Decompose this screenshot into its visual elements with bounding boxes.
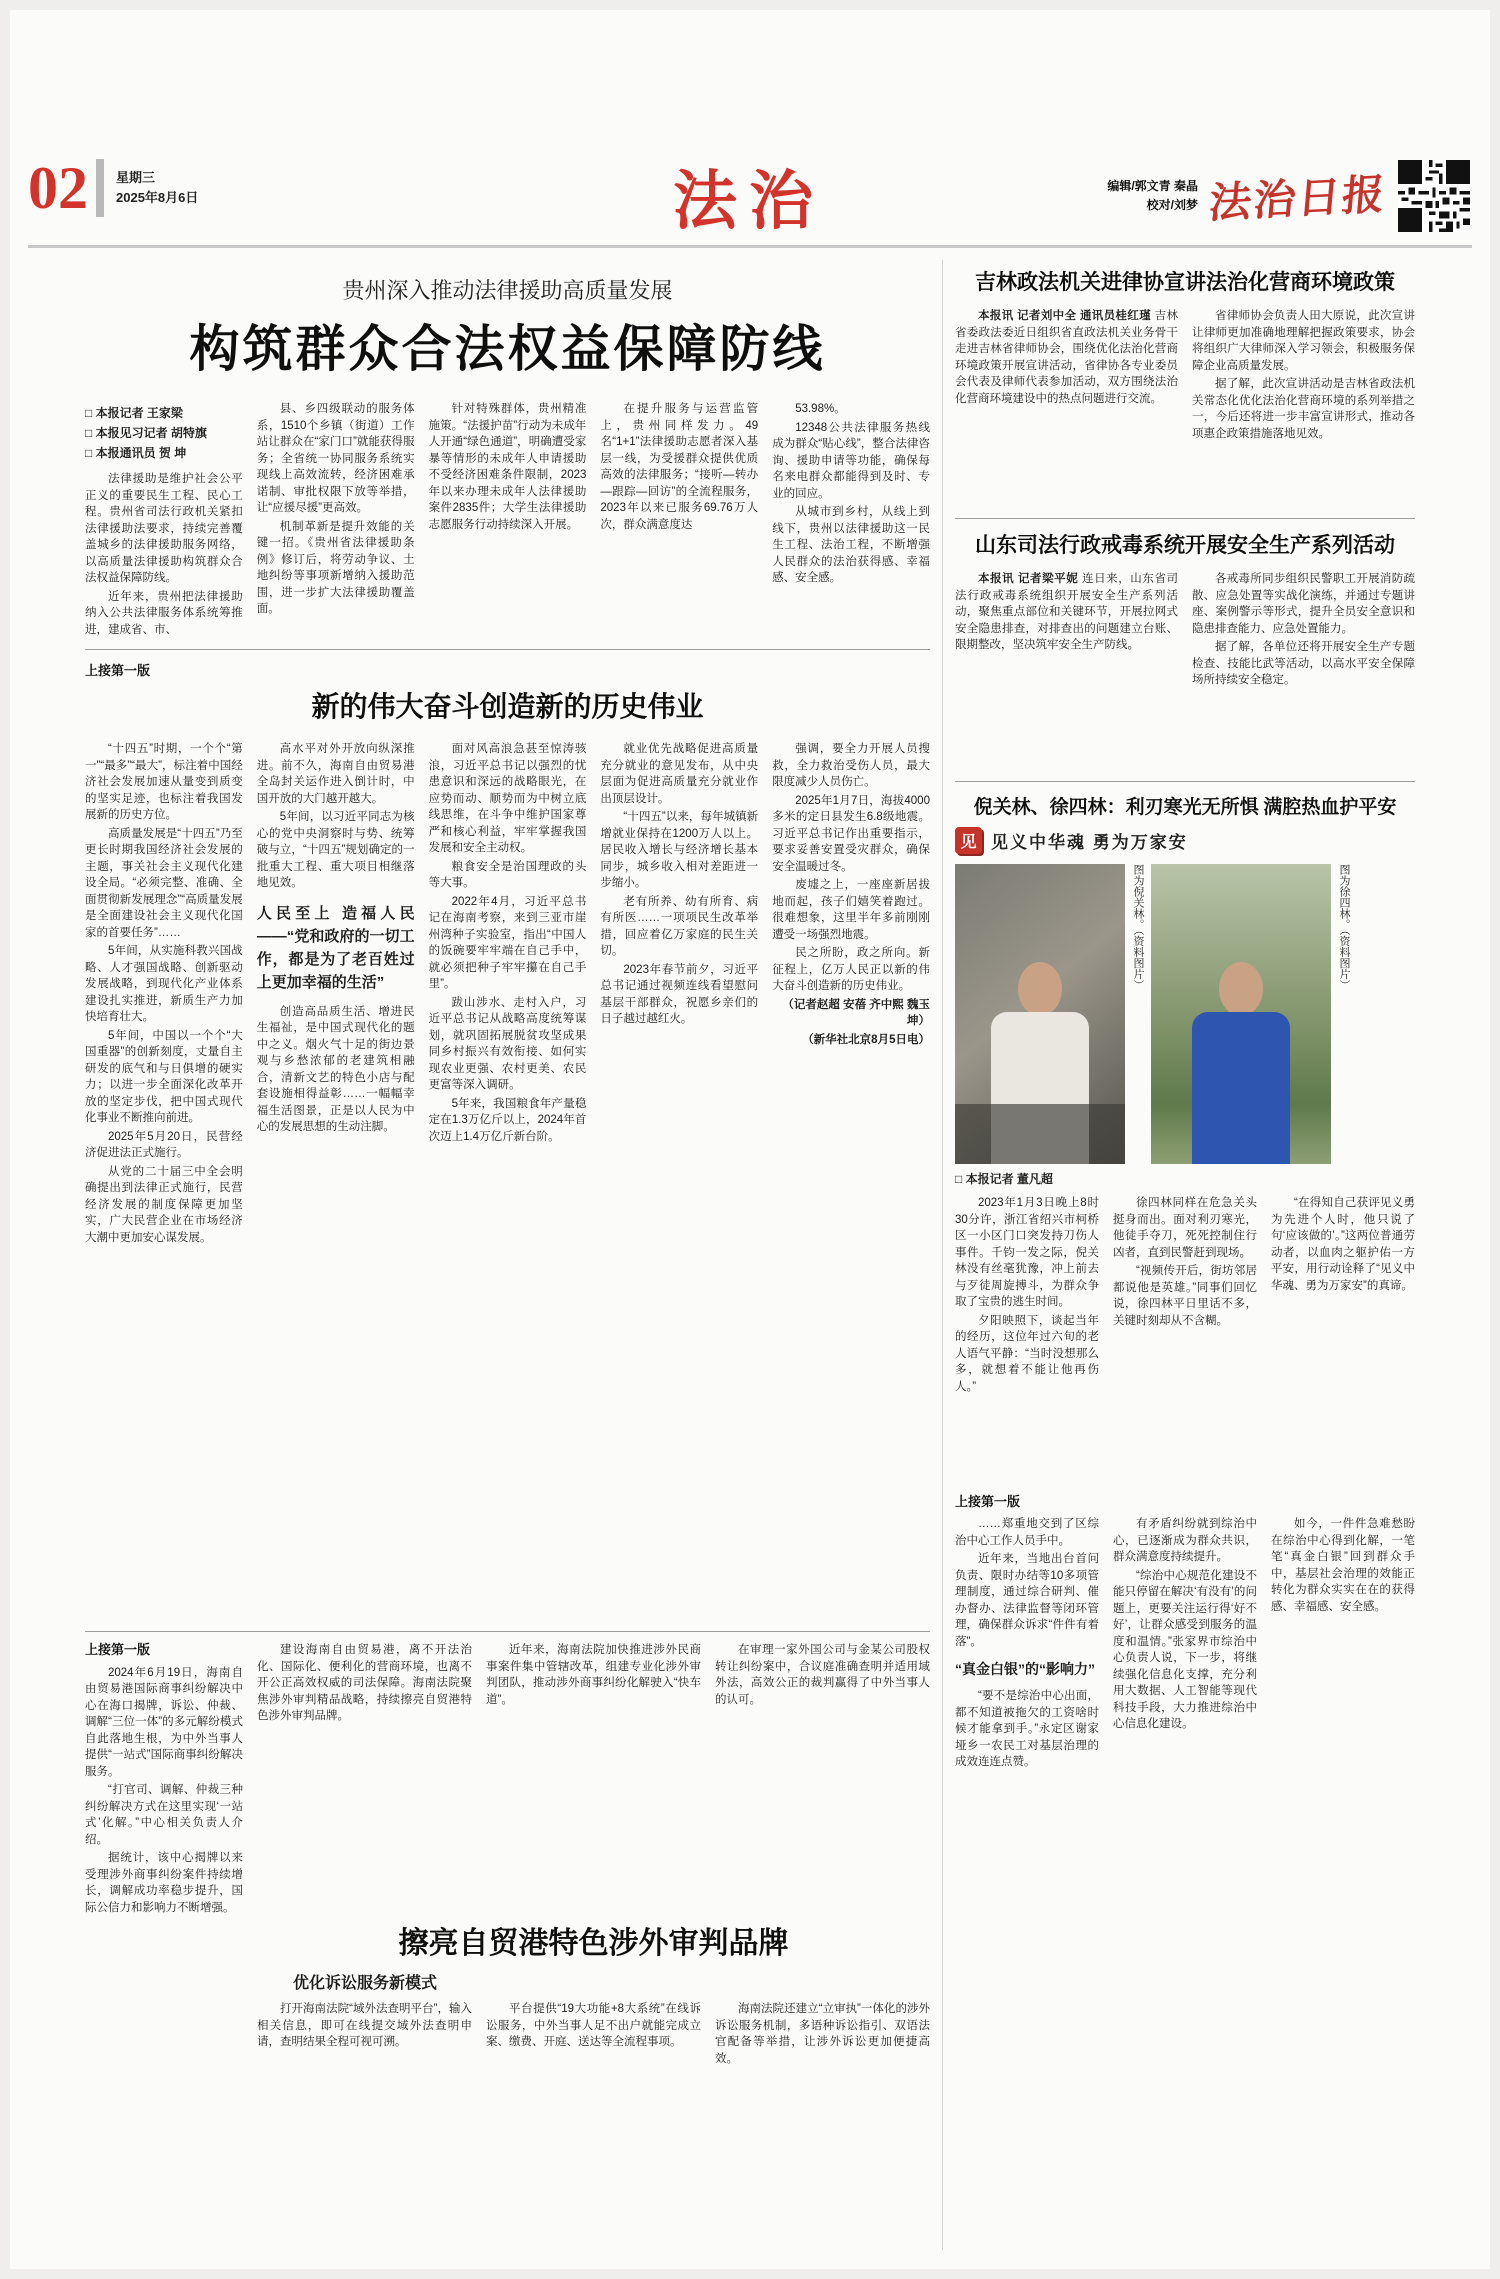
body-column bbox=[772, 741, 930, 1621]
body-column bbox=[85, 1642, 243, 2202]
body-paragraph: 在提升服务与运营监管上，贵州同样发力。49名“1+1”法律援助志愿者深入基层一线，为受援群众提供优质高效的法律服务；“接听—转办—跟踪—回访”的全流程服务，2023年以来已服务69.76万人次，群众满意度达 bbox=[600, 403, 759, 531]
article-body bbox=[955, 308, 1415, 508]
masthead-rule bbox=[28, 245, 1472, 248]
body-paragraph: 2023年1月3日晚上8时30分许，浙江省绍兴市柯桥区一小区门口突发持刀伤人事件。千钧一发之际，倪关林没有丝毫犹豫，冲上前去与歹徒周旋搏斗，为群众争取了宝贵的逃生时间。 bbox=[955, 1197, 1099, 1308]
page-content bbox=[85, 260, 1415, 2250]
body-column bbox=[1271, 1516, 1415, 2056]
date-block bbox=[116, 168, 198, 208]
series-slogan: 见义中华魂 勇为万家安 bbox=[991, 833, 1188, 852]
article-body bbox=[955, 571, 1415, 771]
column-rule bbox=[942, 260, 943, 2250]
main-headline: 构筑群众合法权益保障防线 bbox=[189, 321, 826, 377]
body-paragraph: 徐四林同样在危急关头挺身而出。面对利刃寒光，他徒手夺刀，死死控制住行凶者，直到民警赶到现场。 bbox=[1113, 1197, 1257, 1259]
photo-row bbox=[955, 864, 1415, 1164]
article-body bbox=[85, 401, 930, 639]
weekday: 星期三 bbox=[116, 170, 156, 185]
left-section bbox=[85, 260, 930, 2250]
newspaper-logo: 法治日报 bbox=[1207, 172, 1389, 228]
body-paragraph: 强调，要全力开展人员搜救，全力救治受伤人员，最大限度减少人员伤亡。 bbox=[772, 743, 930, 788]
lead-text: 连日来，山东省司法行政戒毒系统组织开展安全生产系列活动，聚焦重点部位和关键环节，开展拉网式安全隐患排查，对排查出的问题建立台账、限期整改，坚决筑牢安全生产防线。 bbox=[955, 573, 1178, 651]
body-paragraph: 近年来，海南法院加快推进涉外民商事案件集中管辖改革，组建专业化涉外审判团队，推动涉外商事纠纷化解驶入“快车道”。 bbox=[486, 1644, 701, 1706]
body-paragraph: 据统计，该中心揭牌以来受理涉外商事纠纷案件持续增长，调解成功率稳步提升，国际公信力和影响力不断增强。 bbox=[85, 1852, 243, 1914]
section-divider bbox=[955, 518, 1415, 519]
body-paragraph: 建设海南自由贸易港，离不开法治化、国际化、便利化的营商环境，也离不开公正高效权威的司法保障。海南法院聚焦涉外审判精品战略，持续擦亮自贸港特色涉外审判品牌。 bbox=[257, 1644, 472, 1722]
body-paragraph: 针对特殊群体，贵州精准施策。“法援护苗”行动为未成年人开通“绿色通道”，明确遭受家暴等情形的未成年人申请援助不受经济困难条件限制，2023年以来办理未成年人法律援助案件2835件；大学生法律援助志愿服务行动持续深入开展。 bbox=[428, 403, 587, 531]
body-paragraph: 如今，一件件急难愁盼在综治中心得到化解，一笔笔“真金白银”回到群众手中，基层社会治理的效能正转化为群众实实在在的获得感、幸福感、安全感。 bbox=[1271, 1518, 1415, 1613]
body-paragraph: 12348公共法律服务热线成为群众“贴心线”，整合法律咨询、援助申请等功能，确保每名来电群众都能得到及时、专业的回应。 bbox=[772, 421, 930, 500]
body-column bbox=[486, 2001, 701, 2186]
body-column bbox=[1271, 1195, 1415, 1491]
reporter-line: □ 本报通讯员 贺 坤 bbox=[85, 446, 187, 460]
body-column bbox=[257, 401, 415, 639]
reporter-box bbox=[85, 403, 243, 463]
body-paragraph: 2025年1月7日，海拔4000多米的定日县发生6.8级地震。习近平总书记作出重要指示，要求妥善安置受灾群众，确保安全温暖过冬。 bbox=[772, 794, 930, 873]
column-text bbox=[85, 1665, 243, 1917]
jump-from-page-one-marker: 上接第一版 bbox=[85, 663, 151, 678]
body-paragraph: 5年间，中国以一个个“大国重器”的创新刻度，丈量自主研发的底气和与日俱增的硬实力；以进一步全面深化改革开放的坚定步伐，把中国式现代化事业不断推向前进。 bbox=[85, 1029, 243, 1124]
body-paragraph: 高质量发展是“十四五”乃至更长时期我国经济社会发展的主题，事关社会主义现代化建设全局。“必须完整、准确、全面贯彻新发展理念”“高质量发展是全面建设社会主义现代化国家的首要任务”…… bbox=[85, 827, 243, 939]
body-paragraph: 打开海南法院“域外法查明平台”，输入相关信息，即可在线提交域外法查明申请，查明结果全程可视可溯。 bbox=[257, 2003, 472, 2048]
article-byline: （记者赵超 安蓓 齐中熙 魏玉坤） bbox=[782, 998, 930, 1027]
lead-paragraph bbox=[955, 571, 1178, 654]
body-paragraph: 机制革新是提升效能的关键一招。《贵州省法律援助条例》修订后，将劳动争议、土地纠纷等事项新增纳入援助范围，进一步扩大法律援助覆盖面。 bbox=[256, 520, 415, 615]
byline-inline: 本报讯 记者梁平妮 bbox=[978, 573, 1083, 585]
body-paragraph: “要不是综治中心出面，都不知道被拖欠的工资啥时候才能拿到手。”永定区谢家垭乡一农民工对基层治理的成效连连点赞。 bbox=[955, 1690, 1099, 1768]
body-paragraph: 县、乡四级联动的服务体系，1510个乡镇（街道）工作站让群众在“家门口”就能获得服务；全省统一协同服务系统实现线上高效流转，经济困难承诺制、审批权限下放等举措，让“应援尽援”更高效。 bbox=[256, 403, 415, 514]
article-headline: 山东司法行政戒毒系统开展安全生产系列活动 bbox=[975, 533, 1395, 557]
body-column bbox=[85, 741, 243, 1621]
inline-subhead: “真金白银”的“影响力” bbox=[955, 1661, 1095, 1677]
page-number: 02 bbox=[28, 155, 88, 221]
article-xinhua-commentary bbox=[85, 660, 930, 1621]
body-column bbox=[715, 1642, 930, 1904]
reporter-line: □ 本报记者 王家梁 bbox=[85, 406, 183, 420]
body-paragraph: 2025年5月20日，民营经济促进法正式施行。 bbox=[85, 1130, 243, 1159]
article-guizhou-legal-aid bbox=[85, 274, 930, 639]
body-column bbox=[257, 1642, 472, 1904]
reporter-line: □ 本报见习记者 胡特旗 bbox=[85, 426, 207, 440]
body-paragraph: 近年来，当地出台首问负责、限时办结等10多项管理制度，通过综合研判、催办督办、法律监督等闭环管理，确保群众诉求“件件有着落”。 bbox=[955, 1553, 1099, 1648]
editors-block bbox=[1107, 177, 1198, 215]
article-governance-center-jump bbox=[955, 1491, 1415, 2056]
body-paragraph: “十四五”时期，一个个“第一”“最多”“最大”，标注着中国经济社会发展加速从量变到质变的坚实足迹，也标注着我国发展新的历史方位。 bbox=[85, 743, 243, 821]
page-number-block bbox=[28, 155, 199, 221]
photo-ni-guanlin bbox=[955, 864, 1125, 1164]
editor-line: 编辑/郭文青 秦晶 bbox=[1107, 179, 1198, 193]
body-paragraph: 民之所盼，政之所向。新征程上，亿万人民正以新的伟大奋斗创造新的历史伟业。 bbox=[772, 947, 930, 992]
body-paragraph: 5年间，以习近平同志为核心的党中央洞察时与势、统筹破与立，“十四五”规划确定的一批重大工程、重大项目相继落地见效。 bbox=[256, 811, 415, 889]
body-paragraph: “打官司、调解、仲裁三种纠纷解决方式在这里实现‘一站式’化解。”中心相关负责人介绍。 bbox=[85, 1784, 243, 1846]
body-column bbox=[955, 1516, 1099, 2056]
body-paragraph: 法律援助是维护社会公平正义的重要民生工程、民心工程。贵州省司法行政机关紧扣法律援助法要求，持续完善覆盖城乡的法律援助服务网络，以高质量法律援助构筑群众合法权益保障防线。 bbox=[85, 473, 243, 584]
body-column bbox=[955, 308, 1178, 508]
body-paragraph: 废墟之上，一座座新居拔地而起，孩子们嬉笑着跑过。很难想象，这里半年多前刚刚遭受一场强烈地震。 bbox=[772, 879, 930, 941]
photo-caption: 图为徐四林。（资料图片） bbox=[1338, 864, 1350, 991]
body-paragraph: 有矛盾纠纷就到综治中心，已逐渐成为群众共识，群众满意度持续提升。 bbox=[1113, 1518, 1257, 1563]
body-paragraph: “十四五”以来，每年城镇新增就业保持在1200万人以上。居民收入增长与经济增长基本同步，城乡收入相对差距进一步缩小。 bbox=[600, 811, 759, 889]
body-paragraph: 据了解，各单位还将开展安全生产专题检查、技能比武等活动，以高水平安全保障场所持续安全稳定。 bbox=[1192, 641, 1415, 686]
article-headline: 倪关林、徐四林：利刃寒光无所惧 满腔热血护平安 bbox=[973, 797, 1397, 818]
qr-code-icon bbox=[1398, 160, 1470, 232]
jump-from-page-one-marker: 上接第一版 bbox=[85, 1642, 151, 1657]
body-column bbox=[600, 741, 758, 1621]
body-paragraph: 5年间，从实施科教兴国战略、人才强国战略、创新驱动发展战略，到现代化产业体系建设扎实推进，新质生产力加快培育壮大。 bbox=[85, 945, 243, 1023]
body-column bbox=[429, 401, 587, 639]
article-heroes-feature bbox=[955, 792, 1415, 1491]
reporter-byline: □ 本报记者 董凡超 bbox=[955, 1172, 1053, 1186]
masthead-right bbox=[1107, 160, 1470, 232]
body-paragraph: ……郑重地交到了区综治中心工作人员手中。 bbox=[955, 1518, 1099, 1547]
series-badge bbox=[955, 827, 1415, 854]
lead-text: 吉林省委政法委近日组织省直政法机关业务骨干走进吉林省律师协会，围绕优化法治化营商环境政策开展宣讲活动，省律协各专业委员会代表及律师代表参加活动，双方围绕法治化营商环境建设中的热点问题进行交流。 bbox=[955, 310, 1178, 405]
body-paragraph: 跋山涉水、走村入户，习近平总书记从战略高度统筹谋划，就巩固拓展脱贫攻坚成果同乡村振兴有效衔接、如何实现农业更强、农村更美、农民更富等深入调研。 bbox=[428, 996, 587, 1091]
body-column bbox=[257, 741, 415, 1621]
photo-background-detail bbox=[955, 1104, 1125, 1164]
article-subhead: 优化诉讼服务新模式 bbox=[293, 1975, 438, 1992]
byline-inline: 本报讯 记者刘中全 通讯员桂红瑾 bbox=[978, 310, 1155, 322]
body-column bbox=[600, 401, 758, 639]
body-column bbox=[486, 1642, 701, 1904]
lead-paragraph bbox=[955, 308, 1178, 407]
article-headline: 吉林政法机关进律协宣讲法治化营商环境政策 bbox=[975, 270, 1395, 294]
body-paragraph: 据了解，此次宣讲活动是吉林省政法机关常态化优化法治化营商环境的系列举措之一，今后还将进一步丰富宣讲形式，推动各项惠企政策措施落地见效。 bbox=[1192, 378, 1415, 440]
article-body-top bbox=[257, 1642, 930, 1904]
article-byline: （新华社北京8月5日电） bbox=[802, 1033, 930, 1046]
body-paragraph: 53.98%。 bbox=[795, 403, 846, 415]
article-body bbox=[85, 741, 930, 1621]
date: 2025年8月6日 bbox=[116, 190, 199, 205]
body-paragraph: “在得知自己获评见义勇为先进个人时，他只说了句‘应该做的’。”这两位普通劳动者，以血肉之躯护佑一方平安，用行动诠释了“见义中华魂、勇为万家安”的真谛。 bbox=[1271, 1197, 1415, 1292]
body-column bbox=[1192, 308, 1415, 508]
person-figure bbox=[1018, 962, 1062, 1016]
body-paragraph: 粮食安全是治国理政的头等大事。 bbox=[428, 860, 587, 889]
body-paragraph: “视频传开后，街坊邻居都说他是英雄。”同事们回忆说，徐四林平日里话不多，关键时刻却从不含糊。 bbox=[1113, 1265, 1257, 1327]
section-title: 法治 bbox=[673, 166, 825, 237]
proofreader-line: 校对/刘梦 bbox=[1146, 198, 1198, 212]
body-paragraph: 从党的二十届三中全会明确提出到法律正式施行，民营经济发展的制度保障更加坚实，广大民营企业在市场经济大潮中更加安心谋发展。 bbox=[85, 1165, 243, 1244]
body-paragraph: 2024年6月19日，海南自由贸易港国际商事纠纷解决中心在海口揭牌，诉讼、仲裁、调解“三位一体”的多元解纷模式自此落地生根，为中外当事人提供“一站式”国际商事纠纷解决服务。 bbox=[85, 1666, 243, 1778]
body-paragraph: 创造高品质生活、增进民生福祉，是中国式现代化的题中之义。烟火气十足的街边景观与乡愁浓郁的老建筑相融合，清新文艺的特色小店与配套设施相得益彰……一幅幅幸福生活图景，正是以人民为中心的发展思想的生动注脚。 bbox=[256, 1005, 415, 1133]
right-section bbox=[955, 260, 1415, 2250]
photo-xu-silin bbox=[1151, 864, 1331, 1164]
body-paragraph: 近年来，贵州把法律援助纳入公共法律服务体系统筹推进，建成省、市、 bbox=[85, 590, 243, 636]
person-figure bbox=[1192, 1012, 1290, 1164]
article-body bbox=[955, 1516, 1415, 2056]
jump-from-page-one-marker: 上接第一版 bbox=[955, 1494, 1021, 1509]
body-column bbox=[429, 741, 587, 1621]
body-column bbox=[955, 1195, 1099, 1491]
body-paragraph: 夕阳映照下，谈起当年的经历，这位年过六旬的老人语气平静：“当时没想那么多，就想着不能让他再伤人。” bbox=[955, 1314, 1099, 1393]
body-paragraph: 平台提供“19大功能+8大系统”在线诉讼服务，中外当事人足不出户就能完成立案、缴费、开庭、送达等全流程事项。 bbox=[486, 2003, 701, 2048]
section-divider bbox=[85, 649, 930, 650]
masthead bbox=[28, 155, 1470, 242]
body-paragraph: 5年来，我国粮食年产量稳定在1.3万亿斤以上，2024年首次迈上1.4万亿斤新台阶。 bbox=[428, 1097, 587, 1143]
pull-quote: 人民至上 造福人民——“党和政府的一切工作，都是为了老百姓过上更加幸福的生活” bbox=[256, 904, 415, 991]
body-paragraph: 高水平对外开放向纵深推进。前不久，海南自由贸易港全岛封关运作进入倒计时，中国开放的大门越开越大。 bbox=[256, 743, 415, 805]
article-body bbox=[955, 1195, 1415, 1491]
body-paragraph: 2022年4月，习近平总书记在海南考察，来到三亚市崖州湾种子实验室，指出“中国人的饭碗要牢牢端在自己手中，就必须把种子牢牢攥在自己手里”。 bbox=[428, 895, 587, 990]
body-paragraph: 面对风高浪急甚至惊涛骇浪，习近平总书记以强烈的忧患意识和深远的战略眼光，在应势而动、顺势而为中树立底线思维，在斗争中维护国家尊严和核心利益，牢牢掌握我国发展和安全主动权。 bbox=[428, 743, 587, 854]
body-paragraph: 就业优先战略促进高质量充分就业的意见发布，从中央层面为促进高质量充分就业作出顶层设计。 bbox=[600, 743, 759, 805]
divider-bar bbox=[96, 159, 104, 217]
column-text bbox=[85, 471, 243, 638]
body-paragraph: 2023年春节前夕，习近平总书记通过视频连线看望慰问基层干部群众，祝愿乡亲们的日子越过越红火。 bbox=[600, 963, 759, 1025]
body-column bbox=[1113, 1195, 1257, 1491]
body-column bbox=[772, 401, 930, 639]
person-figure bbox=[1219, 962, 1263, 1016]
body-column bbox=[1113, 1516, 1257, 2056]
body-paragraph: “综治中心规范化建设不能只停留在解决‘有没有’的问题上，更要关注运行得‘好不好’，让群众感受到服务的温度和温情。”张家界市综治中心负责人说，下一步，将继续强化信息化支撑，充分利用大数据、人工智能等现代科技手段，大力推进综治中心信息化建设。 bbox=[1113, 1569, 1257, 1730]
body-paragraph: 海南法院还建立“立审执”一体化的涉外诉讼服务机制，多语种诉讼指引、双语法官配备等举措，让涉外诉讼更加便捷高效。 bbox=[715, 2003, 930, 2065]
body-paragraph: 各戒毒所同步组织民警职工开展消防疏散、应急处置等实战化演练，并通过专题讲座、案例警示等形式，提升全员安全意识和隐患排查能力、应急处置能力。 bbox=[1192, 573, 1415, 635]
article-hainan-ftp-trial bbox=[85, 1642, 930, 2202]
body-column bbox=[715, 2001, 930, 2186]
article-jilin-business-environment bbox=[955, 266, 1415, 508]
section-divider bbox=[955, 781, 1415, 782]
article-shandong-drug-rehab-safety bbox=[955, 529, 1415, 771]
article-body-bottom bbox=[257, 2001, 930, 2186]
body-paragraph: 省律师协会负责人田大原说，此次宣讲让律师更加准确地理解把握政策要求，协会将组织广大律师深入学习领会，积极服务保障企业高质量发展。 bbox=[1192, 310, 1415, 372]
photo-caption: 图为倪关林。（资料图片） bbox=[1132, 864, 1144, 991]
body-column bbox=[1192, 571, 1415, 771]
article-headline: 擦亮自贸港特色涉外审判品牌 bbox=[398, 1927, 789, 1960]
kicker: 贵州深入推动法律援助高质量发展 bbox=[342, 278, 673, 303]
body-paragraph: 从城市到乡村，从线上到线下，贵州以法律援助这一民生工程、法治工程，不断增强人民群众的法治获得感、幸福感、安全感。 bbox=[772, 506, 930, 584]
article-sub-block bbox=[257, 1642, 930, 2202]
section-divider bbox=[85, 1631, 930, 1632]
article-headline: 新的伟大奋斗创造新的历史伟业 bbox=[311, 691, 704, 722]
body-column bbox=[955, 571, 1178, 771]
body-paragraph: 在审理一家外国公司与金某公司股权转让纠纷案中，合议庭准确查明并适用域外法，高效公正的裁判赢得了中外当事人的认可。 bbox=[715, 1644, 930, 1706]
body-paragraph: 老有所养、幼有所育、病有所医……一项项民生改革举措，回应着亿万家庭的民生关切。 bbox=[600, 895, 759, 957]
heroism-series-logo-icon: 见 bbox=[955, 827, 982, 854]
body-column bbox=[85, 401, 243, 639]
body-column bbox=[257, 2001, 472, 2186]
